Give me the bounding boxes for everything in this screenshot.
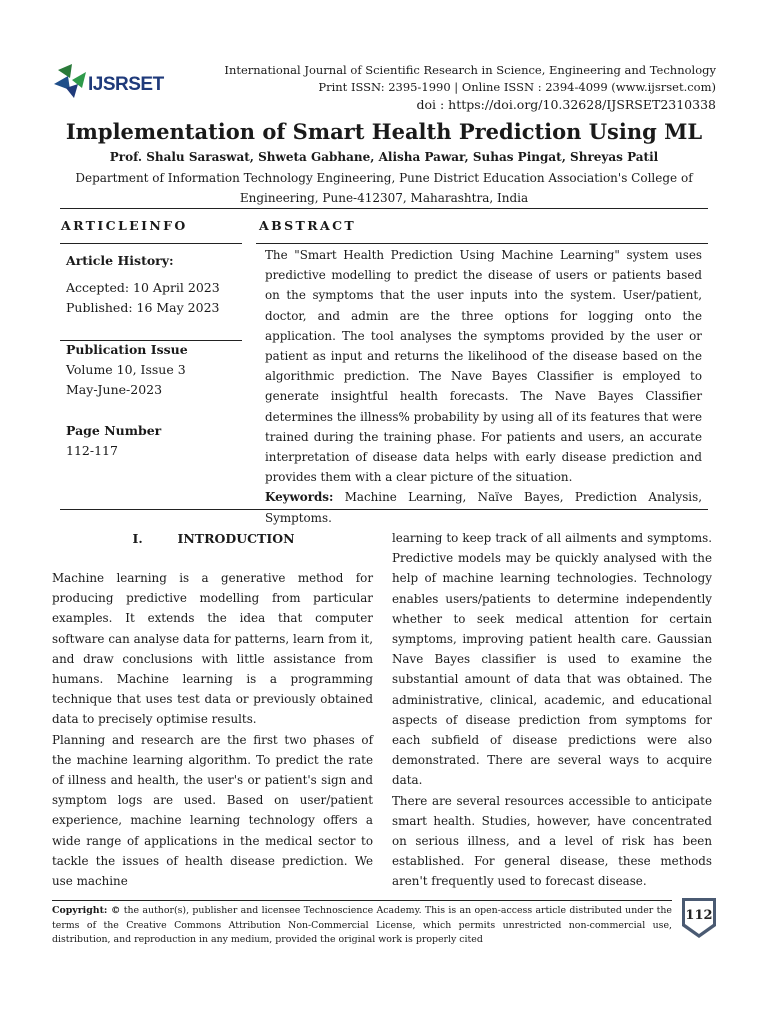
article-info-divider (60, 243, 242, 244)
doi-link[interactable]: https://doi.org/10.32628/IJSRSET2310338 (448, 97, 716, 112)
intro-paragraph: learning to keep track of all ailments and symptoms. Predictive models may be quickly analysed with the help of machine learning technologies. Technology enables users/patients to determine independently whether to seek medical attention for certain symptoms, improving patient health care. Gaussian Nave Bayes classifier is used to examine the substantial amount of data that was obtained. The administrative, clinical, academic, and educational aspects of disease prediction from symptoms for each subfield of disease predictions were also demonstrated. There are several ways to acquire data. (392, 531, 712, 788)
journal-issn: Print ISSN: 2395-1990 | Online ISSN : 2394-4099 (www.ijsrset.com) (318, 80, 716, 94)
logo-text: IJSRSET (88, 74, 164, 95)
abstract-text: The "Smart Health Prediction Using Machine Learning" system uses predictive modelling to predict the disease of users or patients based on the symptoms that the user inputs into the system. User/patient, doctor, and admin are the three options for logging onto the application. The tool analyses the symptoms provided by the user or patient as input and returns the likelihood of the disease based on the algorithmic prediction. The Nave Bayes Classifier is employed to generate insightful health forecasts. The Nave Bayes Classifier determines the illness% probability by using all of its features that were trained during the training phase. For patients and users, an accurate interpretation of disease data helps with early disease prediction and provides them with a clear picture of the situation. (265, 248, 702, 485)
introduction-heading: I. INTRODUCTION (132, 531, 295, 546)
page-range: 112-117 (66, 443, 118, 458)
intro-paragraph: Machine learning is a generative method for producing predictive modelling from particular examples. It extends the idea that computer software can analyse data for patterns, learn from it, and draw conclusions with little assistance from humans. Machine learning is a programming technique that uses test data or previously obtained data to precisely optimise results. (52, 571, 373, 727)
doi-label: doi : (416, 97, 449, 112)
volume-issue: Volume 10, Issue 3 (66, 362, 186, 377)
abstract-bottom-divider (60, 509, 708, 510)
accepted-date: Accepted: 10 April 2023 (66, 280, 220, 295)
keywords-text: Machine Learning, Naïve Bayes, Prediction Analysis, Symptoms. (265, 490, 702, 525)
published-date: Published: 16 May 2023 (66, 300, 220, 315)
paper-authors: Prof. Shalu Saraswat, Shweta Gabhane, Alisha Pawar, Suhas Pingat, Shreyas Patil (109, 150, 659, 164)
journal-doi (224, 96, 716, 113)
page-number: 112 (685, 908, 713, 923)
journal-logo (52, 62, 172, 102)
paper-title: Implementation of Smart Health Prediction Using ML (65, 119, 703, 144)
intro-left-column (52, 568, 373, 891)
header-divider (60, 208, 708, 209)
article-history-label: Article History: (66, 253, 174, 268)
footer-divider (52, 900, 672, 901)
article-info-heading: ARTICLEINFO (61, 218, 188, 233)
copyright-notice (52, 904, 672, 948)
page-number-label: Page Number (66, 423, 162, 438)
page-number-badge (680, 896, 718, 940)
abstract-divider (256, 243, 708, 244)
intro-paragraph: There are several resources accessible to anticipate smart health. Studies, however, have concentrated on serious illness, and a level of risk has been established. For general disease, these methods aren't frequently used to forecast disease. (392, 793, 712, 889)
copyright-text: the author(s), publisher and licensee Technoscience Academy. This is an open-access article distributed under the terms of the Creative Commons Attribution Non-Commercial License, which permits unrestricted non-commercial use, distribution, and reproduction in any medium, provided the original work is properly cited (52, 905, 672, 945)
intro-paragraph: Planning and research are the first two phases of the machine learning algorithm. To predict the rate of illness and health, the user's or patient's sign and symptom logs are used. Based on user/patient experience, machine learning technology offers a wide range of applications in the medical sector to tackle the issues of health disease prediction. We use machine (52, 732, 373, 889)
journal-info (224, 62, 716, 113)
journal-name: International Journal of Scientific Research in Science, Engineering and Technology (224, 63, 716, 77)
abstract-body (265, 245, 702, 528)
article-info-divider-2 (60, 340, 242, 341)
paper-affiliation: Department of Information Technology Engineering, Pune District Education Association's College of Engineering, Pune-412307, Maharashtra, India (75, 171, 693, 205)
intro-right-column (392, 528, 712, 892)
abstract-heading: ABSTRACT (259, 218, 357, 233)
keywords-label: Keywords: (265, 490, 334, 505)
copyright-label: Copyright: © (52, 905, 121, 916)
publication-period: May-June-2023 (66, 382, 163, 397)
publication-issue-label: Publication Issue (66, 342, 188, 357)
